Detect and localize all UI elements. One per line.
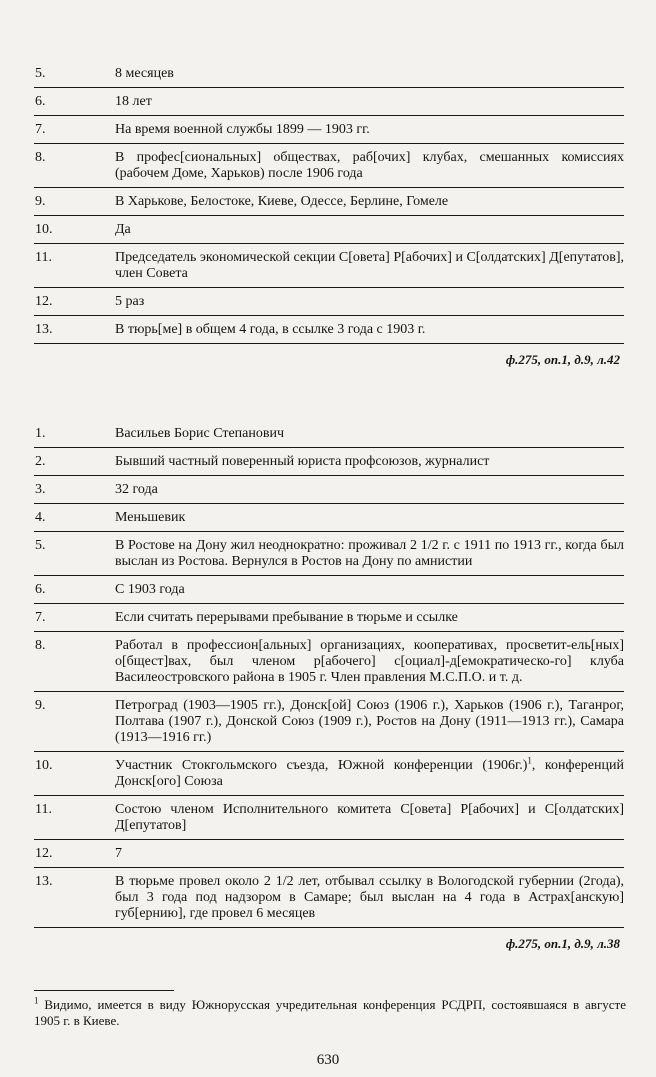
- table-row: [34, 316, 624, 344]
- row-number: 3.: [35, 482, 46, 497]
- row-text: 8 месяцев: [115, 66, 174, 81]
- row-text: Председатель экономической секции С[овета] Р[абочих] и С[олдатских] Д[епутатов], член Совета: [115, 250, 624, 281]
- table-row: [34, 188, 624, 216]
- row-text: Васильев Борис Степанович: [115, 426, 285, 441]
- row-text: С 1903 года: [115, 582, 185, 597]
- table-row: [34, 288, 624, 316]
- row-text: В профес[сиональных] обществах, раб[очих] клубах, смешанных комиссиях (рабочем Доме, Харьков) после 1906 года: [115, 150, 624, 181]
- table-row: [34, 88, 624, 116]
- table-row: [34, 604, 624, 632]
- row-text: 32 года: [115, 482, 158, 497]
- table-row: [34, 504, 624, 532]
- row-number: 11.: [35, 250, 52, 265]
- row-text: Меньшевик: [115, 510, 186, 525]
- row-number: 7.: [35, 610, 46, 625]
- archive-source-citation: ф.275, оп.1, д.9, л.42: [505, 352, 620, 367]
- row-text-part: Участник Стокгольмского съезда, Южной конференции (1906г.): [115, 758, 528, 773]
- row-number: 12.: [35, 846, 53, 861]
- row-number: 8.: [35, 638, 46, 653]
- row-number: 5.: [35, 66, 46, 81]
- table-row: [34, 116, 624, 144]
- questionnaire-table-2: [34, 420, 624, 952]
- row-number: 7.: [35, 122, 46, 137]
- row-text: [115, 755, 624, 790]
- table-row: [34, 476, 624, 504]
- row-number: 5.: [35, 538, 46, 553]
- row-text: Состою членом Исполнительного комитета С[овета] Р[абочих] и С[олдатских] Д[епутатов]: [115, 802, 624, 833]
- table-row: [34, 752, 624, 796]
- archive-source-citation: ф.275, оп.1, д.9, л.38: [505, 936, 620, 951]
- table-row: [34, 244, 624, 288]
- row-number: 11.: [35, 802, 52, 817]
- table-row: [34, 692, 624, 752]
- row-number: 4.: [35, 510, 46, 525]
- footnote-ref: 1: [527, 755, 532, 766]
- row-number: 12.: [35, 294, 53, 309]
- row-number: 10.: [35, 758, 53, 773]
- row-text: 7: [115, 846, 122, 861]
- table-row: [34, 144, 624, 188]
- footnote: [34, 997, 626, 1029]
- page-number: 630: [316, 1052, 340, 1068]
- row-text: В тюрьме провел около 2 1/2 лет, отбывал ссылку в Вологодской губернии (2года), был 3 года под надзором в Самаре; был выслан на 4 года в Астрах[анскую] губ[ернию], где провел 6 месяцев: [115, 874, 624, 921]
- table-row: [34, 448, 624, 476]
- row-text: В Ростове на Дону жил неоднократно: проживал 2 1/2 г. с 1911 по 1913 гг., когда был выслан из Ростова. Вернулся в Ростов на Дону по амнистии: [115, 538, 624, 569]
- footnote-text: Видимо, имеется в виду Южнорусская учредительная конференция РСДРП, состоявшаяся в августе 1905 г. в Киеве.: [34, 997, 626, 1028]
- table-row: [34, 216, 624, 244]
- row-number: 9.: [35, 194, 46, 209]
- row-number: 1.: [35, 426, 46, 441]
- table-row: [34, 420, 624, 448]
- table-row: [34, 576, 624, 604]
- row-text: Петроград (1903—1905 гг.), Донск[ой] Союз (1906 г.), Харьков (1906 г.), Таганрог, Полтава (1907 г.), Донской Союз (1909 г.), Ростов на Дону (1911—1913 гг.), Самара (1913—1916 гг.): [115, 698, 624, 745]
- row-number: 2.: [35, 454, 46, 469]
- row-text: 18 лет: [115, 94, 152, 109]
- table-row: [34, 632, 624, 692]
- row-text: Да: [115, 222, 131, 237]
- row-text: Бывший частный поверенный юриста профсоюзов, журналист: [115, 454, 490, 469]
- table-row: [34, 840, 624, 868]
- row-number: 10.: [35, 222, 53, 237]
- table-row: [34, 796, 624, 840]
- row-number: 13.: [35, 322, 53, 337]
- table-row: [34, 532, 624, 576]
- table-row: [34, 868, 624, 928]
- row-number: 9.: [35, 698, 46, 713]
- row-text: Если считать перерывами пребывание в тюрьме и ссылке: [115, 610, 458, 625]
- row-number: 6.: [35, 94, 46, 109]
- row-number: 6.: [35, 582, 46, 597]
- row-text: Работал в профессион[альных] организациях, кооперативах, просветит-ель[ных] о[бщест]вах, был членом р[абочего] с[оциал]-д[емократическо-го] клуба Василеостровского района в 1905 г. Член правления М.С.П.О. и т. д.: [115, 638, 624, 685]
- row-text: На время военной службы 1899 — 1903 гг.: [115, 122, 370, 137]
- row-number: 13.: [35, 874, 53, 889]
- row-text: В тюрь[ме] в общем 4 года, в ссылке 3 года с 1903 г.: [115, 322, 426, 337]
- footnote-mark: 1: [34, 995, 39, 1006]
- row-number: 8.: [35, 150, 46, 165]
- row-text: 5 раз: [115, 294, 145, 309]
- row-text-part: , конференций Донск[ого] Союза: [115, 758, 624, 789]
- footnote-divider: [34, 990, 174, 991]
- questionnaire-table-1: [34, 60, 624, 368]
- table-row: [34, 60, 624, 88]
- row-text: В Харькове, Белостоке, Киеве, Одессе, Берлине, Гомеле: [115, 194, 449, 209]
